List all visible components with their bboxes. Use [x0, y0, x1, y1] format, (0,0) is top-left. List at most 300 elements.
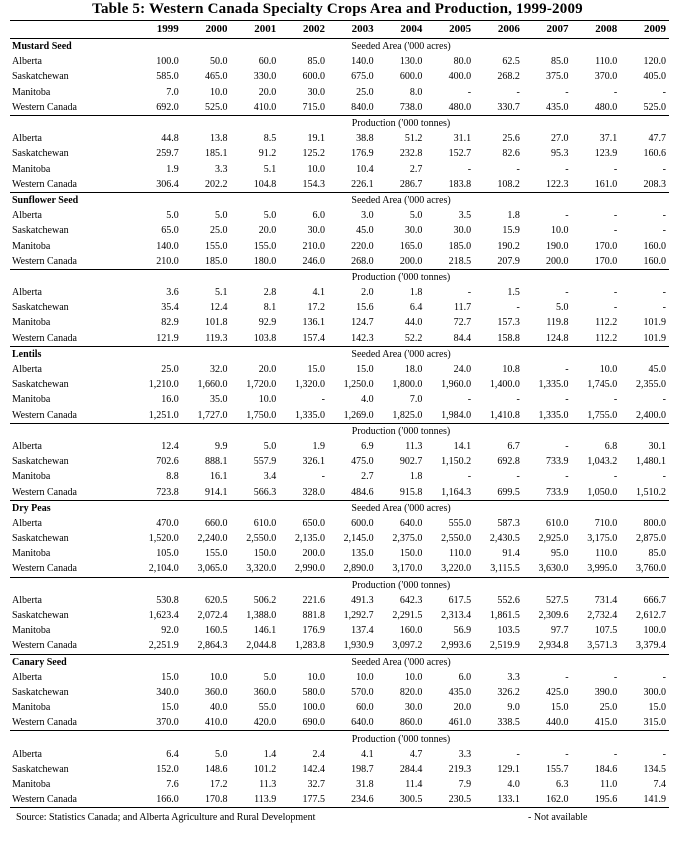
value-cell: 435.0: [523, 100, 572, 116]
value-cell: 119.3: [182, 331, 231, 347]
region-label: Western Canada: [10, 638, 133, 654]
value-cell: 1,269.0: [328, 408, 377, 424]
value-cell: 1.8: [507, 210, 520, 222]
value-cell: 585.0: [156, 71, 179, 83]
value-cell: 97.7: [551, 625, 569, 637]
value-cell: 555.0: [448, 517, 472, 529]
value-cell: 600.0: [351, 517, 374, 529]
value-cell: 148.6: [205, 763, 228, 775]
value-cell: 375.0: [546, 71, 569, 83]
value-cell: 3.6: [166, 287, 179, 299]
unit-label: Seeded Area ('000 acres): [133, 39, 669, 55]
year-header-2000: 2000: [182, 21, 231, 39]
value-cell: 525.0: [620, 100, 669, 116]
value-cell: 1,292.7: [343, 610, 374, 622]
value-cell: 1,520.0: [148, 533, 179, 545]
value-cell: 130.0: [399, 56, 423, 68]
value-cell: 7.9: [458, 779, 472, 791]
value-cell: 103.8: [231, 331, 280, 347]
value-cell: 219.3: [448, 763, 472, 775]
value-cell: -: [467, 287, 472, 299]
crop-name: Lentils: [10, 346, 133, 362]
value-cell: 2.0: [361, 287, 374, 299]
value-cell: 326.2: [497, 686, 520, 698]
value-cell: 640.0: [328, 715, 377, 731]
value-cell: -: [662, 86, 666, 98]
value-cell: 1,800.0: [392, 379, 423, 391]
value-cell: 112.2: [595, 317, 618, 329]
region-label: Manitoba: [12, 317, 51, 329]
value-cell: 210.0: [302, 240, 325, 252]
region-label: Western Canada: [10, 715, 133, 731]
value-cell: 2,993.6: [425, 638, 474, 654]
value-cell: 610.0: [253, 517, 277, 529]
value-cell: 3.0: [361, 210, 374, 222]
value-cell: 30.0: [307, 86, 325, 98]
value-cell: -: [565, 471, 569, 483]
value-cell: 580.0: [302, 686, 325, 698]
value-cell: 226.1: [328, 177, 377, 193]
region-label: Manitoba: [12, 240, 51, 252]
value-cell: 51.2: [404, 133, 423, 145]
value-cell: 124.8: [523, 331, 572, 347]
value-cell: -: [565, 394, 569, 406]
year-header-1999: 1999: [133, 21, 182, 39]
value-cell: 1,660.0: [197, 379, 228, 391]
value-cell: 5.1: [215, 287, 228, 299]
value-cell: -: [516, 163, 520, 175]
value-cell: 6.3: [556, 779, 569, 791]
value-cell: 470.0: [156, 517, 179, 529]
value-cell: 5.0: [263, 671, 277, 683]
value-cell: 100.0: [302, 702, 325, 714]
value-cell: 72.7: [453, 317, 472, 329]
region-label: Alberta: [12, 440, 42, 452]
table-row: [10, 715, 669, 731]
value-cell: 3,760.0: [620, 561, 669, 577]
value-cell: 220.0: [351, 240, 374, 252]
value-cell: -: [467, 86, 472, 98]
region-label: Alberta: [12, 287, 42, 299]
value-cell: -: [662, 302, 666, 314]
value-cell: 11.4: [405, 779, 423, 791]
value-cell: 20.0: [453, 702, 472, 714]
value-cell: 155.0: [205, 548, 228, 560]
value-cell: 3,097.2: [377, 638, 426, 654]
value-cell: 360.0: [253, 686, 277, 698]
table-row: [10, 792, 669, 807]
value-cell: 410.0: [231, 100, 280, 116]
value-cell: 155.0: [205, 240, 228, 252]
blank-label: [10, 731, 133, 747]
value-cell: 15.0: [551, 702, 569, 714]
year-header-2004: 2004: [377, 21, 426, 39]
value-cell: 11.3: [405, 440, 423, 452]
value-cell: 52.2: [377, 331, 426, 347]
value-cell: 10.0: [551, 225, 569, 237]
region-label: Saskatchewan: [12, 225, 69, 237]
table-row: [10, 638, 669, 654]
value-cell: 2,732.4: [587, 610, 618, 622]
value-cell: -: [613, 86, 618, 98]
value-cell: 15.6: [356, 302, 374, 314]
table-row: [10, 85, 669, 100]
value-cell: 16.1: [210, 471, 228, 483]
value-cell: 530.8: [156, 594, 179, 606]
value-cell: 121.9: [133, 331, 182, 347]
table-row: [10, 516, 669, 531]
value-cell: 3.3: [507, 671, 520, 683]
value-cell: 1,043.2: [587, 456, 618, 468]
value-cell: 100.0: [643, 625, 666, 637]
value-cell: 198.7: [351, 763, 374, 775]
value-cell: -: [516, 471, 520, 483]
value-cell: 2,313.4: [441, 610, 472, 622]
value-cell: 1,400.0: [489, 379, 520, 391]
value-cell: 161.0: [572, 177, 621, 193]
value-cell: 1.4: [263, 748, 277, 760]
table-row: [10, 670, 669, 685]
value-cell: 200.0: [377, 254, 426, 270]
year-header-row: [10, 21, 669, 39]
region-label: Saskatchewan: [12, 148, 69, 160]
value-cell: 1,210.0: [148, 379, 179, 391]
value-cell: 1,251.0: [133, 408, 182, 424]
value-cell: 2,240.0: [197, 533, 228, 545]
value-cell: -: [613, 225, 618, 237]
value-cell: 5.0: [263, 210, 277, 222]
value-cell: 208.3: [620, 177, 669, 193]
value-cell: 232.8: [399, 148, 423, 160]
value-cell: 259.7: [156, 148, 179, 160]
value-cell: 6.0: [312, 210, 325, 222]
value-cell: 370.0: [133, 715, 182, 731]
region-label: Saskatchewan: [12, 302, 69, 314]
value-cell: 465.0: [205, 71, 228, 83]
value-cell: 13.8: [210, 133, 228, 145]
unit-header-row: [10, 423, 669, 439]
region-label: Saskatchewan: [12, 610, 69, 622]
value-cell: 85.0: [551, 56, 569, 68]
value-cell: 4.0: [507, 779, 520, 791]
value-cell: 340.0: [156, 686, 179, 698]
value-cell: 146.1: [253, 625, 277, 637]
table-row: [10, 593, 669, 608]
value-cell: 184.6: [594, 763, 618, 775]
unit-label: Seeded Area ('000 acres): [133, 654, 669, 670]
value-cell: -: [613, 471, 618, 483]
value-cell: 185.1: [205, 148, 228, 160]
value-cell: 1,250.0: [343, 379, 374, 391]
value-cell: 860.0: [377, 715, 426, 731]
value-cell: 1.5: [507, 287, 520, 299]
value-cell: 330.7: [474, 100, 523, 116]
value-cell: 480.0: [572, 100, 621, 116]
value-cell: 7.4: [653, 779, 666, 791]
value-cell: 185.0: [448, 240, 472, 252]
value-cell: 2,550.0: [441, 533, 472, 545]
value-cell: 699.5: [474, 484, 523, 500]
value-cell: 4.1: [312, 287, 325, 299]
value-cell: 10.0: [258, 394, 277, 406]
table-row: [10, 285, 669, 300]
value-cell: 11.0: [600, 779, 618, 791]
value-cell: 710.0: [594, 517, 618, 529]
value-cell: 326.1: [302, 456, 325, 468]
value-cell: 915.8: [377, 484, 426, 500]
value-cell: 20.0: [258, 86, 277, 98]
value-cell: 65.0: [161, 225, 179, 237]
value-cell: 10.4: [356, 163, 374, 175]
value-cell: 110.0: [595, 56, 618, 68]
value-cell: 150.0: [253, 548, 277, 560]
value-cell: 2,430.5: [489, 533, 520, 545]
value-cell: 60.0: [258, 56, 277, 68]
table-row: [10, 392, 669, 407]
table-row: [10, 561, 669, 577]
value-cell: 881.8: [302, 610, 325, 622]
region-label: Western Canada: [10, 331, 133, 347]
value-cell: 195.6: [594, 794, 618, 806]
crop-header-row: [10, 346, 669, 362]
value-cell: 47.7: [648, 133, 666, 145]
value-cell: 1,480.1: [636, 456, 666, 468]
value-cell: 136.1: [302, 317, 325, 329]
value-cell: 202.2: [182, 177, 231, 193]
unit-header-row: [10, 269, 669, 285]
value-cell: 155.7: [546, 763, 569, 775]
unit-header-row: [10, 731, 669, 747]
table-row: [10, 546, 669, 561]
value-cell: 4.1: [361, 748, 374, 760]
table-row: [10, 300, 669, 315]
value-cell: 738.0: [377, 100, 426, 116]
year-header-2003: 2003: [328, 21, 377, 39]
value-cell: 160.0: [643, 240, 666, 252]
value-cell: 38.8: [356, 133, 374, 145]
value-cell: 5.0: [166, 210, 179, 222]
value-cell: 55.0: [258, 702, 277, 714]
value-cell: 12.4: [210, 302, 228, 314]
value-cell: 6.9: [361, 440, 374, 452]
value-cell: 268.2: [497, 71, 520, 83]
value-cell: 158.8: [474, 331, 523, 347]
value-cell: 666.7: [643, 594, 666, 606]
value-cell: 190.0: [546, 240, 569, 252]
value-cell: 1.9: [312, 440, 325, 452]
table-row: [10, 223, 669, 238]
blank-label: [10, 577, 133, 593]
value-cell: 3,571.3: [572, 638, 621, 654]
value-cell: -: [662, 210, 666, 222]
value-cell: 617.5: [448, 594, 472, 606]
value-cell: 5.0: [263, 440, 277, 452]
value-cell: -: [662, 748, 666, 760]
not-available-note: - Not available: [528, 812, 588, 823]
value-cell: 101.9: [643, 317, 666, 329]
value-cell: 6.4: [409, 302, 423, 314]
value-cell: 20.0: [258, 225, 277, 237]
value-cell: -: [662, 394, 666, 406]
crops-table-container: [10, 20, 669, 808]
value-cell: 6.4: [166, 748, 179, 760]
region-label: Alberta: [12, 210, 42, 222]
table-row: [10, 254, 669, 270]
value-cell: 2,291.5: [392, 610, 423, 622]
value-cell: 675.0: [351, 71, 374, 83]
table-row: [10, 623, 669, 638]
value-cell: -: [662, 287, 666, 299]
region-label: Manitoba: [12, 702, 51, 714]
value-cell: 1.8: [409, 471, 423, 483]
value-cell: 2,400.0: [620, 408, 669, 424]
value-cell: 642.3: [399, 594, 423, 606]
value-cell: -: [565, 287, 569, 299]
value-cell: 420.0: [231, 715, 280, 731]
region-label: Manitoba: [12, 394, 51, 406]
region-label: Manitoba: [12, 163, 51, 175]
value-cell: 129.1: [497, 763, 520, 775]
region-label: Western Canada: [10, 408, 133, 424]
value-cell: -: [565, 163, 569, 175]
region-label: Alberta: [12, 364, 42, 376]
value-cell: 166.0: [156, 794, 179, 806]
region-label: Manitoba: [12, 86, 51, 98]
value-cell: -: [662, 225, 666, 237]
region-label: Alberta: [12, 517, 42, 529]
value-cell: 100.0: [156, 56, 179, 68]
crop-header-row: [10, 39, 669, 55]
value-cell: 692.0: [133, 100, 182, 116]
year-header-2002: 2002: [279, 21, 328, 39]
value-cell: 25.0: [599, 702, 618, 714]
value-cell: 30.0: [404, 225, 423, 237]
source-note: Source: Statistics Canada; and Alberta Agriculture and Rural Development: [16, 812, 316, 823]
value-cell: 3,170.0: [377, 561, 426, 577]
value-cell: 2,990.0: [279, 561, 328, 577]
value-cell: 1,164.3: [425, 484, 474, 500]
value-cell: 9.0: [507, 702, 520, 714]
value-cell: 135.0: [351, 548, 374, 560]
value-cell: 3,379.4: [620, 638, 669, 654]
value-cell: 17.2: [307, 302, 325, 314]
region-label: Saskatchewan: [12, 71, 69, 83]
value-cell: 3,220.0: [425, 561, 474, 577]
value-cell: 221.6: [302, 594, 325, 606]
region-label: Manitoba: [12, 548, 51, 560]
value-cell: -: [565, 86, 569, 98]
value-cell: 133.1: [497, 794, 520, 806]
value-cell: 2,135.0: [294, 533, 325, 545]
value-cell: -: [613, 210, 618, 222]
region-label: Western Canada: [10, 484, 133, 500]
value-cell: 200.0: [302, 548, 325, 560]
value-cell: 35.4: [161, 302, 179, 314]
value-cell: 4.7: [409, 748, 423, 760]
value-cell: 914.1: [182, 484, 231, 500]
table-row: [10, 439, 669, 454]
region-label: Western Canada: [12, 794, 77, 806]
value-cell: 82.6: [502, 148, 520, 160]
value-cell: 10.0: [210, 86, 228, 98]
value-cell: 11.7: [453, 302, 472, 314]
value-cell: 328.0: [279, 484, 328, 500]
value-cell: 105.0: [156, 548, 179, 560]
value-cell: 566.3: [231, 484, 280, 500]
value-cell: 82.9: [161, 317, 179, 329]
value-cell: -: [565, 440, 569, 452]
value-cell: 85.0: [648, 548, 666, 560]
value-cell: 820.0: [399, 686, 423, 698]
crop-name: Canary Seed: [10, 654, 133, 670]
value-cell: 284.4: [399, 763, 423, 775]
value-cell: 95.0: [551, 548, 569, 560]
table-row: [10, 454, 669, 469]
crop-name: Mustard Seed: [10, 39, 133, 55]
value-cell: 5.0: [215, 748, 228, 760]
value-cell: 1,750.0: [231, 408, 280, 424]
value-cell: 19.1: [307, 133, 325, 145]
value-cell: 690.0: [279, 715, 328, 731]
unit-label: Production ('000 tonnes): [351, 425, 451, 437]
value-cell: 150.0: [399, 548, 423, 560]
value-cell: 234.6: [351, 794, 374, 806]
region-label: Saskatchewan: [12, 456, 69, 468]
region-label: Alberta: [12, 748, 42, 760]
value-cell: 31.8: [356, 779, 374, 791]
value-cell: -: [613, 748, 618, 760]
value-cell: 177.5: [302, 794, 325, 806]
region-label: Western Canada: [10, 177, 133, 193]
value-cell: 12.4: [161, 440, 179, 452]
table-row: [10, 315, 669, 330]
table-row: [10, 608, 669, 623]
value-cell: 37.1: [599, 133, 618, 145]
value-cell: 2,044.8: [231, 638, 280, 654]
value-cell: 50.0: [210, 56, 228, 68]
year-header-2009: 2009: [620, 21, 669, 39]
value-cell: 2.4: [312, 748, 325, 760]
value-cell: 888.1: [205, 456, 228, 468]
value-cell: 110.0: [448, 548, 472, 560]
value-cell: 527.5: [546, 594, 569, 606]
value-cell: 300.0: [643, 686, 666, 698]
value-cell: 32.0: [210, 364, 228, 376]
value-cell: 9.9: [215, 440, 228, 452]
value-cell: 731.4: [594, 594, 618, 606]
value-cell: 506.2: [253, 594, 277, 606]
region-label: Manitoba: [12, 625, 51, 637]
value-cell: 1,720.0: [246, 379, 277, 391]
value-cell: 160.5: [205, 625, 228, 637]
value-cell: 113.9: [254, 794, 277, 806]
table-row: [10, 484, 669, 500]
value-cell: 702.6: [156, 456, 179, 468]
value-cell: 141.9: [643, 794, 666, 806]
value-cell: 170.0: [594, 240, 618, 252]
value-cell: 330.0: [253, 71, 277, 83]
region-label: Alberta: [12, 671, 42, 683]
value-cell: 15.0: [648, 702, 666, 714]
value-cell: 25.6: [502, 133, 520, 145]
year-header-2001: 2001: [231, 21, 280, 39]
value-cell: 104.8: [231, 177, 280, 193]
value-cell: 25.0: [210, 225, 228, 237]
value-cell: 24.0: [453, 364, 472, 376]
value-cell: 80.0: [453, 56, 472, 68]
value-cell: 1,283.8: [279, 638, 328, 654]
value-cell: 7.6: [166, 779, 179, 791]
